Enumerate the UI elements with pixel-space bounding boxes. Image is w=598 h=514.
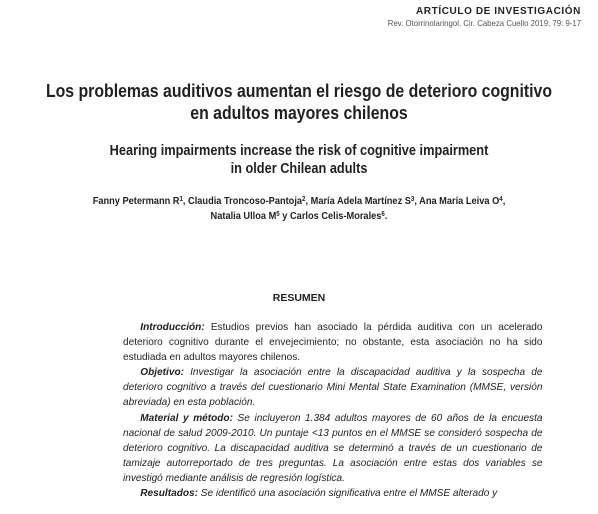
introduction-label: Introducción: [140,321,205,333]
results-label: Resultados: [140,487,198,500]
author-separator: y [279,210,291,222]
objective-label: Objetivo: [140,366,184,379]
abstract-results [123,486,543,501]
author-name: Natalia Ulloa M [210,210,277,222]
author-affiliation: 1 [179,196,183,203]
author-affiliation: 6 [381,211,385,218]
citation: Rev. Otorrinolaringol. Cir. Cabeza Cuello 2019; 79: 9-17 [387,18,581,28]
author-separator: . [384,210,388,222]
introduction-text: Estudios previos han asociado la pérdida auditiva con un acelerado deterioro cognitivo durante el envejecimiento; no obstante, esta asociación no ha sido estudiada en adultos mayores chilenos. [123,321,543,364]
author-name: Carlos Celis-Morales [290,210,382,222]
title-english-line-2: in older Chilean adults [230,161,368,177]
author-name: Fanny Petermann R [92,195,180,207]
abstract-body [123,320,543,501]
objective-text: Investigar la asociación entre la discapacidad auditiva y la sospecha de deterioro cognitivo a través del cuestionario Mini Mental State Examination (MMSE, versión abreviada) en esta población. [123,366,543,409]
abstract-objective [123,365,543,410]
abstract-heading: RESUMEN [272,292,326,304]
author-separator: , [182,195,189,207]
author-separator: , [502,195,506,207]
author-affiliation: 4 [499,196,503,203]
methods-text: Se incluyeron 1.384 adultos mayores de 60 años de la encuesta nacional de salud 2009-2010. Un puntaje <13 puntos en el MMSE se consideró sospecha de deterioro cognitivo. La discapacidad auditiva se determinó a través de un cuestionario de tamizaje autorreportado de tres preguntas. La asociación entre estas dos variables se investigó mediante análisis de regresión logística. [123,411,543,484]
title-spanish [36,80,562,124]
author-line-2 [36,209,562,224]
abstract-methods [123,411,543,486]
author-affiliation: 2 [302,196,306,203]
author-affiliation: 5 [276,211,280,218]
methods-label: Material y método: [140,411,233,424]
title-english-line-1: Hearing impairments increase the risk of cognitive impairment [109,143,489,159]
journal-header [371,6,581,29]
author-affiliation: 3 [410,196,415,203]
author-name: Claudia Troncoso-Pantoja [188,195,303,207]
author-separator: , [414,195,420,207]
author-line-1 [36,194,562,209]
title-english [36,142,562,178]
author-name: Ana María Leiva O [419,195,500,207]
author-name: María Adela Martínez S [310,195,411,207]
section-label: ARTÍCULO DE INVESTIGACIÓN [415,6,581,17]
author-separator: , [305,195,311,207]
title-spanish-line-1: Los problemas auditivos aumentan el riesgo de deterioro cognitivo [45,81,553,101]
abstract-introduction [123,320,543,365]
title-spanish-line-2: en adultos mayores chilenos [190,103,408,123]
author-list [36,194,562,224]
results-text: Se identificó una asociación significativa entre el MMSE alterado y [197,487,498,500]
